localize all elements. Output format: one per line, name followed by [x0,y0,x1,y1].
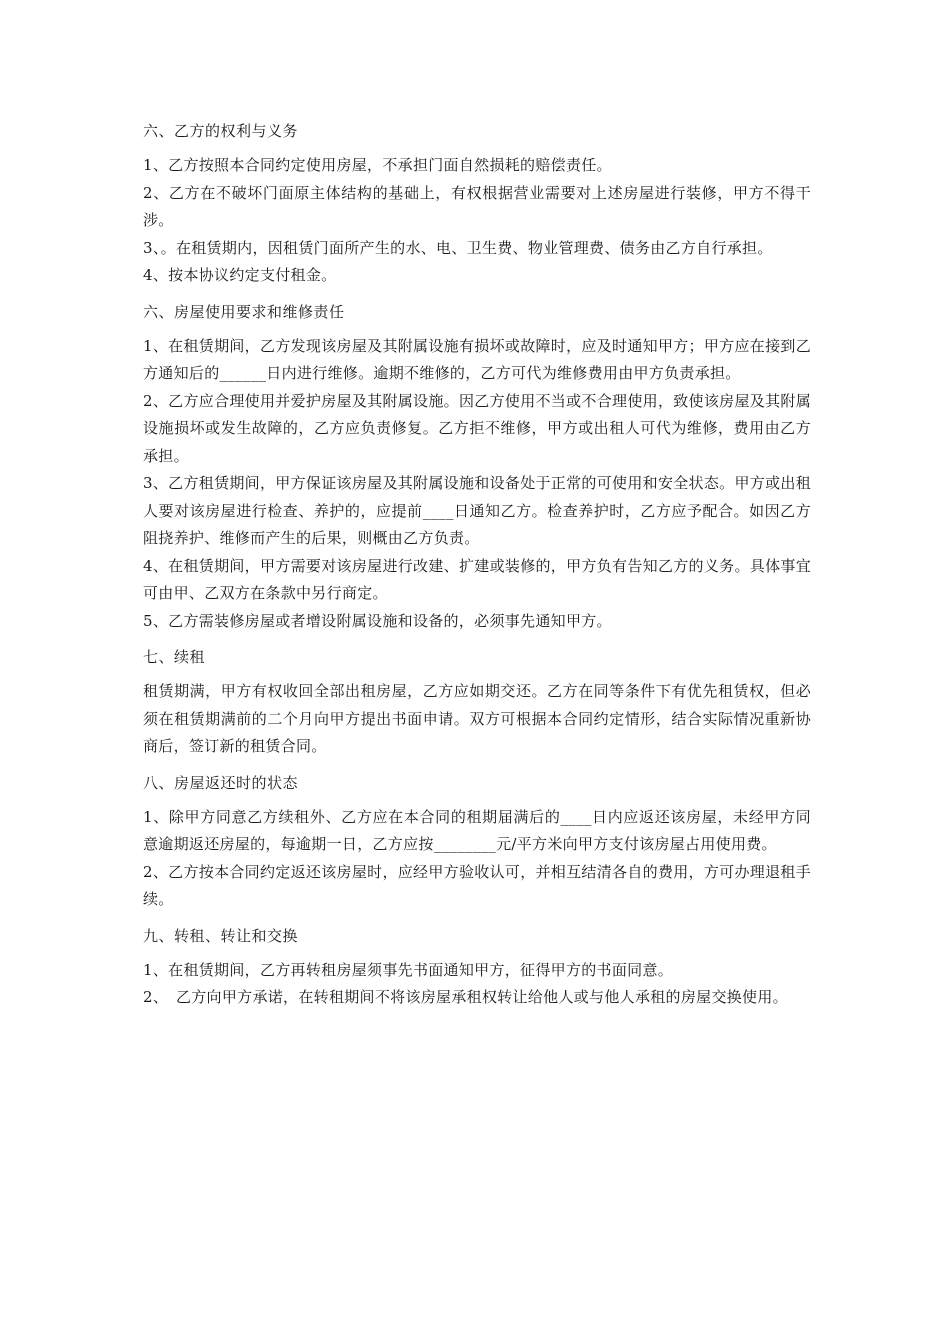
section-heading: 六、乙方的权利与义务 [143,122,299,140]
section-sublease-transfer [143,923,811,1012]
clause-paragraph: 3、。在租赁期内，因租赁门面所产生的水、电、卫生费、物业管理费、债务由乙方自行承担。 [143,238,773,257]
clause-paragraph: 1、在租赁期间，乙方发现该房屋及其附属设施有损坏或故障时，应及时通知甲方；甲方应在接到乙方通知后的______日内进行维修。逾期不维修的，乙方可代为维修费用由甲方负责承担。 [143,336,811,382]
clause-paragraph: 1、在租赁期间，乙方再转租房屋须事先书面通知甲方，征得甲方的书面同意。 [143,960,674,979]
section-heading: 六、房屋使用要求和维修责任 [143,302,345,321]
clause-paragraph: 4、在租赁期间，甲方需要对该房屋进行改建、扩建或装修的，甲方负有告知乙方的义务。具体事宜可由甲、乙双方在条款中另行商定。 [143,556,811,602]
clause-paragraph: 3、乙方租赁期间，甲方保证该房屋及其附属设施和设备处于正常的可使用和安全状态。甲方或出租人要对该房屋进行检查、养护的，应提前____日通知乙方。检查养护时，乙方应予配合。如因乙方阻挠养护、维修而产生的后果，则概由乙方负责。 [143,474,811,547]
section-heading: 九、转租、转让和交换 [143,926,299,945]
clause-paragraph: 2、乙方应合理使用并爱护房屋及其附属设施。因乙方使用不当或不合理使用，致使该房屋及其附属设施损坏或发生故障的，乙方应负责修复。乙方拒不维修，甲方或出租人可代为维修，费用由乙方承担。 [143,391,811,465]
section-return-condition [143,770,811,914]
section-heading: 七、续租 [143,648,206,666]
section-renewal [143,644,811,761]
section-tenant-rights [143,118,811,290]
clause-paragraph: 租赁期满，甲方有权收回全部出租房屋，乙方应如期交还。乙方在同等条件下有优先租赁权，但必须在租赁期满前的二个月向甲方提出书面申请。双方可根据本合同约定情形，结合实际情况重新协商后，签订新的租赁合同。 [143,682,811,755]
section-usage-maintenance [143,299,811,636]
clause-paragraph: 1、除甲方同意乙方续租外、乙方应在本合同的租期届满后的____日内应返还该房屋，未经甲方同意逾期返还房屋的，每逾期一日，乙方应按________元/平方米向甲方支付该房屋占用使用费。 [143,807,811,853]
clause-paragraph: 5、乙方需装修房屋或者增设附属设施和设备的，必须事先通知甲方。 [143,611,612,630]
clause-paragraph: 2、乙方按本合同约定返还该房屋时，应经甲方验收认可，并相互结清各自的费用，方可办理退租手续。 [143,862,811,908]
clause-paragraph: 4、按本协议约定支付租金。 [143,266,337,284]
clause-paragraph: 2、 乙方向甲方承诺，在转租期间不将该房屋承租权转让给他人或与他人承租的房屋交换使用。 [143,988,788,1006]
clause-paragraph: 2、乙方在不破坏门面原主体结构的基础上，有权根据营业需要对上述房屋进行装修，甲方不得干涉。 [143,183,811,229]
document-page [143,118,811,1021]
section-heading: 八、房屋返还时的状态 [143,773,299,792]
clause-paragraph: 1、乙方按照本合同约定使用房屋，不承担门面自然损耗的赔偿责任。 [143,156,612,174]
